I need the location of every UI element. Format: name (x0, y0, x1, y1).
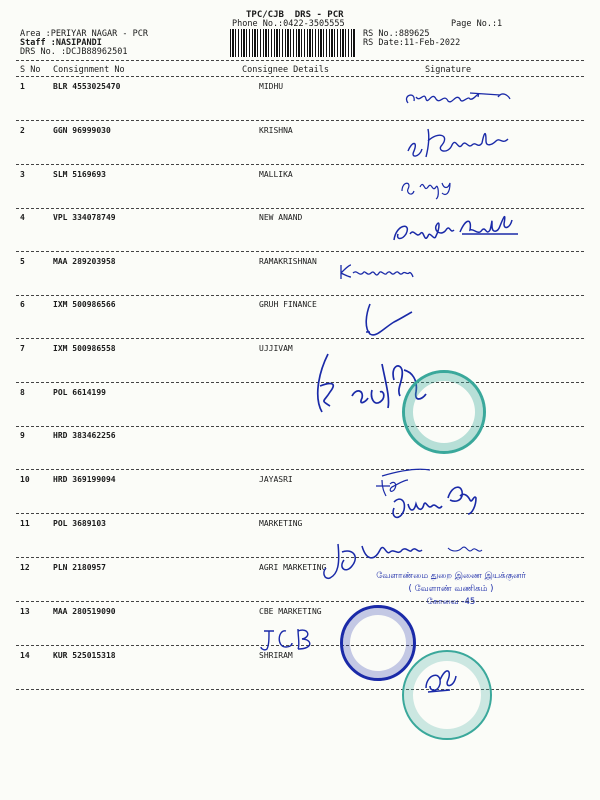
row-consignment-no: MAA 289203958 (53, 257, 116, 266)
stamp-line-1: வேளாண்மை துறை இணை இயக்குனர் (376, 571, 526, 581)
row-consignment-no: HRD 369199094 (53, 475, 116, 484)
row-consignee: SHRIRAM (259, 651, 293, 660)
staff-field: Staff :NASIPANDI (20, 38, 102, 48)
row-sno: 14 (20, 651, 30, 660)
row-divider (16, 295, 584, 296)
row-sno: 8 (20, 388, 25, 397)
row-consignment-no: PLN 2180957 (53, 563, 106, 572)
row-consignee: NEW ANAND (259, 213, 303, 222)
stamp-line-3: கோவை -45 (426, 597, 476, 607)
signature-14 (418, 662, 468, 698)
row-consignee: GRUH FINANCE (259, 300, 317, 309)
signature-1 (400, 85, 530, 115)
row-consignment-no: BLR 4553025470 (53, 82, 121, 91)
signature-13 (258, 625, 328, 653)
row-divider (16, 120, 584, 121)
rs-date: RS Date:11-Feb-2022 (363, 38, 461, 48)
row-sno: 7 (20, 344, 25, 353)
barcode (230, 29, 356, 57)
row-consignee: MARKETING (259, 519, 303, 528)
row-divider (16, 426, 584, 427)
row-divider (16, 469, 584, 470)
phone-number: Phone No.:0422-3505555 (232, 19, 345, 29)
row-consignee: CBE MARKETING (259, 607, 322, 616)
row-consignment-no: IXM 500986558 (53, 344, 116, 353)
signature-2 (402, 125, 542, 165)
row-sno: 10 (20, 475, 30, 484)
signature-10 (372, 468, 492, 526)
signature-6 (360, 298, 420, 338)
signature-4 (390, 212, 525, 252)
row-divider (16, 513, 584, 514)
row-sno: 2 (20, 126, 25, 135)
col-signature: Signature (425, 65, 472, 75)
stamp-seal-teal (402, 370, 486, 454)
row-sno: 9 (20, 431, 25, 440)
row-consignee: KRISHNA (259, 126, 293, 135)
divider (16, 60, 584, 61)
rs-number: RS No.:889625 (363, 29, 430, 39)
document-title: TPC/CJB DRS - PCR (246, 10, 344, 20)
row-consignment-no: HRD 383462256 (53, 431, 116, 440)
signature-5 (337, 259, 437, 281)
signature-3 (398, 173, 468, 201)
row-consignee: MALLIKA (259, 170, 293, 179)
stamp-seal-blue (340, 605, 416, 681)
stamp-text (356, 570, 546, 609)
row-consignment-no: KUR 525015318 (53, 651, 116, 660)
col-consignment: Consignment No (53, 65, 125, 75)
row-consignment-no: VPL 334078749 (53, 213, 116, 222)
row-consignment-no: POL 3689103 (53, 519, 106, 528)
row-divider (16, 208, 584, 209)
divider (16, 76, 584, 77)
row-divider (16, 689, 584, 690)
row-divider (16, 338, 584, 339)
row-sno: 13 (20, 607, 30, 616)
row-consignment-no: GGN 96999030 (53, 126, 111, 135)
row-consignee: AGRI MARKETING (259, 563, 327, 572)
row-sno: 1 (20, 82, 25, 91)
row-consignment-no: MAA 280519090 (53, 607, 116, 616)
row-consignment-no: IXM 500986566 (53, 300, 116, 309)
row-consignee: RAMAKRISHNAN (259, 257, 317, 266)
row-sno: 6 (20, 300, 25, 309)
col-sno: S No (20, 65, 41, 75)
row-sno: 5 (20, 257, 25, 266)
page-number: Page No.:1 (451, 19, 503, 29)
row-divider (16, 557, 584, 558)
row-sno: 12 (20, 563, 30, 572)
row-sno: 3 (20, 170, 25, 179)
stamp-line-2: ( வேளாண் வணிகம் ) (408, 584, 494, 594)
row-consignee: JAYASRI (259, 475, 293, 484)
row-consignment-no: POL 6614199 (53, 388, 106, 397)
row-consignment-no: SLM 5169693 (53, 170, 106, 179)
row-sno: 11 (20, 519, 30, 528)
col-consignee: Consignee Details (242, 65, 329, 75)
row-divider (16, 382, 584, 383)
row-sno: 4 (20, 213, 25, 222)
row-consignee: UJJIVAM (259, 344, 293, 353)
row-consignee: MIDHU (259, 82, 284, 91)
drs-number: DRS No. :DCJB88962501 (20, 47, 128, 57)
area-field: Area :PERIYAR NAGAR - PCR (20, 29, 148, 39)
